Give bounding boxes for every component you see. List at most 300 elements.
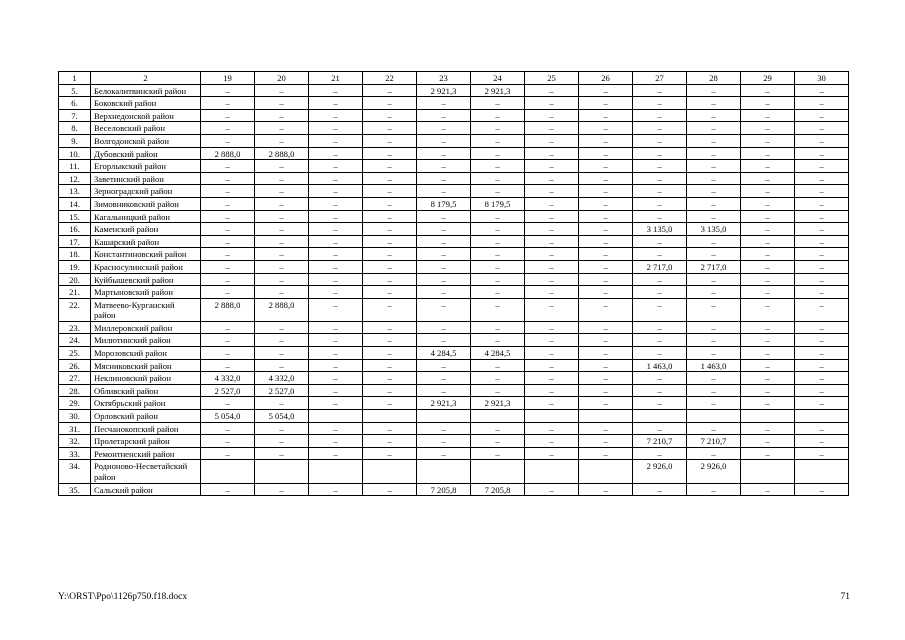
value-cell: – <box>201 260 255 273</box>
value-cell <box>363 460 417 483</box>
district-name: Каменский район <box>91 223 201 236</box>
page-number: 71 <box>840 592 850 602</box>
value-cell: – <box>525 84 579 97</box>
value-cell: – <box>255 235 309 248</box>
value-cell: – <box>687 122 741 135</box>
value-cell: – <box>255 197 309 210</box>
value-cell: – <box>471 172 525 185</box>
value-cell: 2 921,3 <box>417 84 471 97</box>
value-cell: – <box>579 384 633 397</box>
value-cell: – <box>471 210 525 223</box>
district-name: Матвеево-Курганский район <box>91 298 201 321</box>
table-row <box>59 147 849 160</box>
row-number: 32. <box>59 435 91 448</box>
row-number: 17. <box>59 235 91 248</box>
district-name: Мартыновский район <box>91 286 201 299</box>
district-name: Красносулинский район <box>91 260 201 273</box>
value-cell: – <box>309 372 363 385</box>
value-cell: – <box>579 97 633 110</box>
row-number: 16. <box>59 223 91 236</box>
value-cell: – <box>309 347 363 360</box>
row-number: 15. <box>59 210 91 223</box>
file-path: Y:\ORST\Ppo\1126p750.f18.docx <box>58 592 188 602</box>
value-cell <box>741 460 795 483</box>
value-cell: – <box>309 298 363 321</box>
value-cell: – <box>579 321 633 334</box>
value-cell: – <box>687 422 741 435</box>
value-cell: – <box>417 260 471 273</box>
value-cell: – <box>741 372 795 385</box>
value-cell: – <box>687 286 741 299</box>
value-cell: – <box>471 334 525 347</box>
value-cell: – <box>795 109 849 122</box>
value-cell: – <box>201 483 255 496</box>
value-cell: – <box>255 321 309 334</box>
value-cell: 3 135,0 <box>633 223 687 236</box>
value-cell: – <box>579 298 633 321</box>
value-cell: – <box>525 185 579 198</box>
row-number: 33. <box>59 447 91 460</box>
value-cell: – <box>795 172 849 185</box>
value-cell: – <box>795 97 849 110</box>
value-cell: – <box>525 347 579 360</box>
value-cell: 8 179,5 <box>471 197 525 210</box>
value-cell <box>417 460 471 483</box>
value-cell: – <box>417 235 471 248</box>
value-cell: – <box>525 384 579 397</box>
value-cell: – <box>201 248 255 261</box>
value-cell: – <box>363 84 417 97</box>
value-cell <box>309 460 363 483</box>
value-cell: – <box>741 134 795 147</box>
value-cell: 7 210,7 <box>687 435 741 448</box>
value-cell: – <box>309 147 363 160</box>
value-cell: – <box>579 197 633 210</box>
value-cell: – <box>525 422 579 435</box>
value-cell: – <box>363 273 417 286</box>
value-cell: 7 205,8 <box>417 483 471 496</box>
value-cell <box>525 460 579 483</box>
table-row <box>59 160 849 173</box>
district-name: Ремонтненский район <box>91 447 201 460</box>
value-cell: – <box>363 235 417 248</box>
value-cell: – <box>633 483 687 496</box>
value-cell: – <box>309 172 363 185</box>
value-cell: – <box>471 321 525 334</box>
value-cell: – <box>417 321 471 334</box>
table-row <box>59 397 849 410</box>
value-cell: – <box>417 359 471 372</box>
value-cell: – <box>687 248 741 261</box>
budget-table <box>58 71 849 496</box>
district-name: Миллеровский район <box>91 321 201 334</box>
value-cell: – <box>363 397 417 410</box>
row-number: 20. <box>59 273 91 286</box>
value-cell: – <box>579 223 633 236</box>
district-name: Кашарский район <box>91 235 201 248</box>
value-cell: – <box>201 422 255 435</box>
value-cell: – <box>363 334 417 347</box>
value-cell: – <box>309 223 363 236</box>
value-cell: – <box>795 223 849 236</box>
value-cell: – <box>309 384 363 397</box>
value-cell <box>471 410 525 423</box>
value-cell: – <box>255 483 309 496</box>
value-cell: – <box>471 109 525 122</box>
value-cell: – <box>525 109 579 122</box>
value-cell: – <box>579 447 633 460</box>
table-row <box>59 235 849 248</box>
value-cell: – <box>795 298 849 321</box>
district-name: Заветинский район <box>91 172 201 185</box>
value-cell: – <box>687 172 741 185</box>
value-cell: – <box>417 172 471 185</box>
value-cell: 4 332,0 <box>201 372 255 385</box>
value-cell: – <box>201 210 255 223</box>
row-number: 28. <box>59 384 91 397</box>
value-cell: – <box>741 397 795 410</box>
value-cell: – <box>417 286 471 299</box>
table-row <box>59 260 849 273</box>
value-cell <box>417 410 471 423</box>
value-cell: – <box>255 109 309 122</box>
table-row <box>59 223 849 236</box>
value-cell: 1 463,0 <box>687 359 741 372</box>
value-cell: – <box>741 422 795 435</box>
value-cell <box>255 460 309 483</box>
table-body <box>59 72 849 496</box>
value-cell: – <box>363 483 417 496</box>
value-cell: – <box>741 435 795 448</box>
value-cell: – <box>255 210 309 223</box>
value-cell: – <box>471 273 525 286</box>
table-row <box>59 435 849 448</box>
value-cell: – <box>633 160 687 173</box>
value-cell: – <box>201 334 255 347</box>
value-cell: – <box>417 334 471 347</box>
value-cell: – <box>633 210 687 223</box>
value-cell: 1 463,0 <box>633 359 687 372</box>
value-cell: – <box>255 223 309 236</box>
value-cell: – <box>741 447 795 460</box>
value-cell: – <box>417 160 471 173</box>
value-cell: – <box>579 260 633 273</box>
value-cell: – <box>687 397 741 410</box>
value-cell: – <box>471 223 525 236</box>
value-cell: – <box>741 334 795 347</box>
value-cell: 2 888,0 <box>255 147 309 160</box>
table-row <box>59 447 849 460</box>
value-cell: – <box>363 109 417 122</box>
value-cell: – <box>525 235 579 248</box>
value-cell: – <box>363 197 417 210</box>
value-cell: – <box>687 384 741 397</box>
row-number: 12. <box>59 172 91 185</box>
value-cell: – <box>417 134 471 147</box>
value-cell <box>795 410 849 423</box>
value-cell: – <box>687 134 741 147</box>
value-cell: – <box>363 359 417 372</box>
value-cell: – <box>687 372 741 385</box>
row-number: 30. <box>59 410 91 423</box>
row-number: 9. <box>59 134 91 147</box>
value-cell: – <box>417 223 471 236</box>
row-number: 23. <box>59 321 91 334</box>
value-cell: – <box>525 286 579 299</box>
value-cell: – <box>417 273 471 286</box>
value-cell: – <box>363 134 417 147</box>
value-cell: – <box>471 185 525 198</box>
value-cell: – <box>741 147 795 160</box>
district-name: Обливский район <box>91 384 201 397</box>
district-name: Октябрьский район <box>91 397 201 410</box>
value-cell: – <box>255 273 309 286</box>
value-cell: – <box>309 248 363 261</box>
table-row <box>59 347 849 360</box>
value-cell: – <box>417 147 471 160</box>
value-cell: 2 888,0 <box>255 298 309 321</box>
value-cell: – <box>633 185 687 198</box>
value-cell: – <box>633 235 687 248</box>
value-cell: 2 888,0 <box>201 298 255 321</box>
value-cell: – <box>363 447 417 460</box>
value-cell: – <box>525 334 579 347</box>
value-cell: – <box>255 447 309 460</box>
value-cell: – <box>309 260 363 273</box>
value-cell: – <box>255 134 309 147</box>
value-cell: – <box>363 286 417 299</box>
value-cell: – <box>471 160 525 173</box>
value-cell: – <box>741 210 795 223</box>
row-number: 19. <box>59 260 91 273</box>
value-cell: – <box>471 248 525 261</box>
value-cell: 2 926,0 <box>687 460 741 483</box>
value-cell: – <box>687 235 741 248</box>
value-cell: 4 284,5 <box>417 347 471 360</box>
value-cell: – <box>363 223 417 236</box>
row-number: 26. <box>59 359 91 372</box>
district-name: Родионово-Несветайский район <box>91 460 201 483</box>
value-cell <box>795 460 849 483</box>
value-cell: – <box>363 160 417 173</box>
value-cell: – <box>579 147 633 160</box>
district-name: Егорлыкский район <box>91 160 201 173</box>
value-cell: – <box>201 235 255 248</box>
value-cell: – <box>741 286 795 299</box>
value-cell: – <box>201 185 255 198</box>
value-cell: – <box>525 210 579 223</box>
header-cell: 30 <box>795 72 849 85</box>
value-cell: – <box>741 347 795 360</box>
value-cell: – <box>201 109 255 122</box>
value-cell: – <box>579 372 633 385</box>
value-cell: – <box>633 397 687 410</box>
row-number: 31. <box>59 422 91 435</box>
value-cell: – <box>633 147 687 160</box>
value-cell: – <box>525 134 579 147</box>
value-cell: – <box>417 447 471 460</box>
table-row <box>59 185 849 198</box>
value-cell: – <box>417 248 471 261</box>
value-cell <box>363 410 417 423</box>
value-cell: – <box>741 359 795 372</box>
value-cell: – <box>687 347 741 360</box>
value-cell: – <box>795 359 849 372</box>
district-name: Верхнедонской район <box>91 109 201 122</box>
table-row <box>59 298 849 321</box>
value-cell: 2 717,0 <box>633 260 687 273</box>
value-cell: – <box>795 210 849 223</box>
value-cell: – <box>363 435 417 448</box>
value-cell: – <box>525 372 579 385</box>
value-cell: – <box>309 286 363 299</box>
value-cell: 2 921,3 <box>471 84 525 97</box>
value-cell: – <box>795 422 849 435</box>
value-cell: – <box>417 185 471 198</box>
value-cell: – <box>201 223 255 236</box>
value-cell: – <box>309 422 363 435</box>
value-cell: – <box>255 347 309 360</box>
value-cell: – <box>309 397 363 410</box>
value-cell: – <box>579 160 633 173</box>
value-cell: – <box>579 286 633 299</box>
value-cell: – <box>255 260 309 273</box>
value-cell: – <box>633 372 687 385</box>
header-cell: 21 <box>309 72 363 85</box>
value-cell: – <box>309 359 363 372</box>
value-cell: – <box>579 185 633 198</box>
value-cell: – <box>201 435 255 448</box>
value-cell: – <box>633 197 687 210</box>
value-cell: – <box>795 185 849 198</box>
value-cell: – <box>687 147 741 160</box>
value-cell: – <box>255 359 309 372</box>
value-cell: – <box>417 122 471 135</box>
value-cell: 2 926,0 <box>633 460 687 483</box>
district-name: Милютинский район <box>91 334 201 347</box>
value-cell: – <box>687 197 741 210</box>
table-row <box>59 410 849 423</box>
table-row <box>59 109 849 122</box>
value-cell: 3 135,0 <box>687 223 741 236</box>
value-cell: – <box>795 122 849 135</box>
district-name: Куйбышевский район <box>91 273 201 286</box>
value-cell: – <box>363 372 417 385</box>
value-cell: – <box>255 334 309 347</box>
value-cell: – <box>741 273 795 286</box>
value-cell: – <box>363 122 417 135</box>
row-number: 21. <box>59 286 91 299</box>
value-cell: – <box>363 172 417 185</box>
value-cell: – <box>417 422 471 435</box>
value-cell: – <box>687 298 741 321</box>
value-cell: – <box>741 248 795 261</box>
value-cell: – <box>579 334 633 347</box>
value-cell: – <box>633 286 687 299</box>
value-cell: 2 717,0 <box>687 260 741 273</box>
value-cell: – <box>471 359 525 372</box>
value-cell: – <box>309 160 363 173</box>
value-cell: – <box>579 435 633 448</box>
value-cell: – <box>417 210 471 223</box>
table-row <box>59 172 849 185</box>
value-cell: – <box>525 147 579 160</box>
row-number: 22. <box>59 298 91 321</box>
district-name: Сальский район <box>91 483 201 496</box>
value-cell <box>687 410 741 423</box>
district-name: Дубовский район <box>91 147 201 160</box>
value-cell: – <box>471 422 525 435</box>
row-number: 35. <box>59 483 91 496</box>
row-number: 5. <box>59 84 91 97</box>
value-cell: – <box>201 321 255 334</box>
value-cell <box>201 460 255 483</box>
header-cell: 19 <box>201 72 255 85</box>
row-number: 25. <box>59 347 91 360</box>
value-cell <box>579 460 633 483</box>
value-cell: – <box>741 223 795 236</box>
value-cell: – <box>579 134 633 147</box>
value-cell: – <box>741 160 795 173</box>
table-row <box>59 321 849 334</box>
value-cell: – <box>363 210 417 223</box>
district-name: Неклиновский район <box>91 372 201 385</box>
value-cell: – <box>525 260 579 273</box>
value-cell: – <box>687 321 741 334</box>
district-name: Боковский район <box>91 97 201 110</box>
header-cell: 27 <box>633 72 687 85</box>
row-number: 34. <box>59 460 91 483</box>
value-cell: – <box>579 210 633 223</box>
value-cell: – <box>525 97 579 110</box>
row-number: 18. <box>59 248 91 261</box>
value-cell: – <box>741 483 795 496</box>
header-row <box>59 72 849 85</box>
value-cell: – <box>525 160 579 173</box>
value-cell: – <box>741 321 795 334</box>
value-cell: – <box>471 97 525 110</box>
value-cell: – <box>579 359 633 372</box>
value-cell: – <box>417 97 471 110</box>
value-cell: – <box>741 235 795 248</box>
value-cell: 5 054,0 <box>201 410 255 423</box>
value-cell: – <box>309 321 363 334</box>
value-cell: – <box>471 286 525 299</box>
value-cell: – <box>525 483 579 496</box>
row-number: 6. <box>59 97 91 110</box>
district-name: Веселовский район <box>91 122 201 135</box>
row-number: 7. <box>59 109 91 122</box>
district-name: Волгодонской район <box>91 134 201 147</box>
value-cell: – <box>255 397 309 410</box>
value-cell: – <box>687 334 741 347</box>
value-cell: – <box>255 172 309 185</box>
value-cell: – <box>795 235 849 248</box>
value-cell: – <box>309 122 363 135</box>
value-cell: – <box>471 134 525 147</box>
value-cell: – <box>363 185 417 198</box>
value-cell: – <box>633 447 687 460</box>
value-cell: – <box>201 359 255 372</box>
district-name: Орловский район <box>91 410 201 423</box>
value-cell: – <box>525 397 579 410</box>
value-cell: – <box>795 147 849 160</box>
value-cell: – <box>471 447 525 460</box>
value-cell <box>525 410 579 423</box>
value-cell: – <box>795 384 849 397</box>
value-cell: – <box>579 84 633 97</box>
value-cell: – <box>471 235 525 248</box>
